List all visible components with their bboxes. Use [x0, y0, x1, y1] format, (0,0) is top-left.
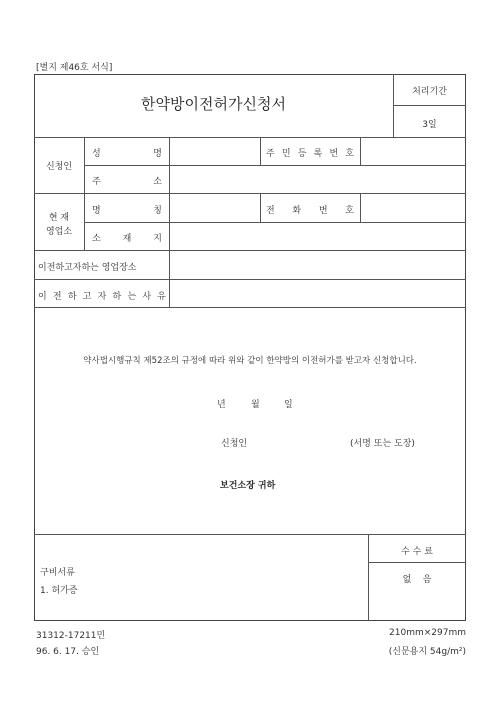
paper-type: (신문용지 54g/m²) [388, 647, 466, 657]
applicant-address-field[interactable] [170, 166, 466, 193]
resident-number-label: 주 민 등 록 번 호 [266, 149, 354, 159]
business-name-label: 명 칭 [92, 206, 162, 216]
divider [34, 307, 466, 308]
resident-number-field[interactable] [361, 138, 466, 165]
applicant-name-field[interactable] [170, 138, 260, 165]
processing-period-label: 처리기간 [412, 87, 447, 97]
address-label: 주 소 [92, 177, 162, 187]
current-business-label-2: 영업소 [45, 227, 73, 237]
phone-field[interactable] [361, 194, 466, 222]
divider [260, 137, 261, 165]
relocation-place-field[interactable] [170, 251, 466, 279]
applicant-group-label: 신청인 [45, 162, 73, 172]
fee-label: 수 수 료 [401, 547, 433, 557]
paper-size: 210mm×297mm [389, 628, 466, 638]
fee-value: 없 음 [402, 575, 432, 585]
date-year-label: 년 [217, 400, 226, 410]
divider [84, 137, 85, 250]
required-documents-label: 구비서류 [40, 568, 75, 578]
processing-period-value: 3일 [422, 120, 437, 130]
recipient-text: 보건소장 귀하 [220, 481, 276, 491]
statement-text: 약사법시행규칙 제52조의 규정에 따라 위와 같이 한약방의 이전허가를 받고자 신청합니다. [83, 356, 417, 366]
relocation-reason-label: 이 전 하 고 자 하 는 사 유 [38, 292, 166, 302]
phone-label: 전 화 번 호 [266, 206, 354, 216]
signer-label: 신청인 [221, 439, 248, 449]
date-month-label: 월 [251, 400, 260, 410]
location-field[interactable] [170, 223, 466, 250]
business-name-field[interactable] [170, 194, 260, 222]
divider [34, 534, 466, 535]
current-business-label: 현 재 [48, 213, 70, 223]
form-code: 31312-17211민 [36, 631, 106, 641]
location-label: 소 재 지 [92, 234, 162, 244]
required-document-item: 1. 허가증 [40, 586, 78, 596]
divider [368, 562, 466, 563]
divider [393, 105, 466, 106]
approval-date: 96. 6. 17. 승인 [36, 647, 100, 657]
form-title: 한약방이전허가신청서 [141, 95, 286, 113]
divider [260, 193, 261, 222]
signature-note: (서명 또는 도장) [350, 439, 415, 449]
form-reference: [별지 제46호 서식] [36, 63, 113, 73]
relocation-reason-field[interactable] [170, 280, 466, 307]
name-label: 성 명 [92, 149, 162, 159]
relocation-place-label: 이전하고자하는 영업장소 [38, 263, 137, 273]
date-day-label: 일 [284, 400, 293, 410]
